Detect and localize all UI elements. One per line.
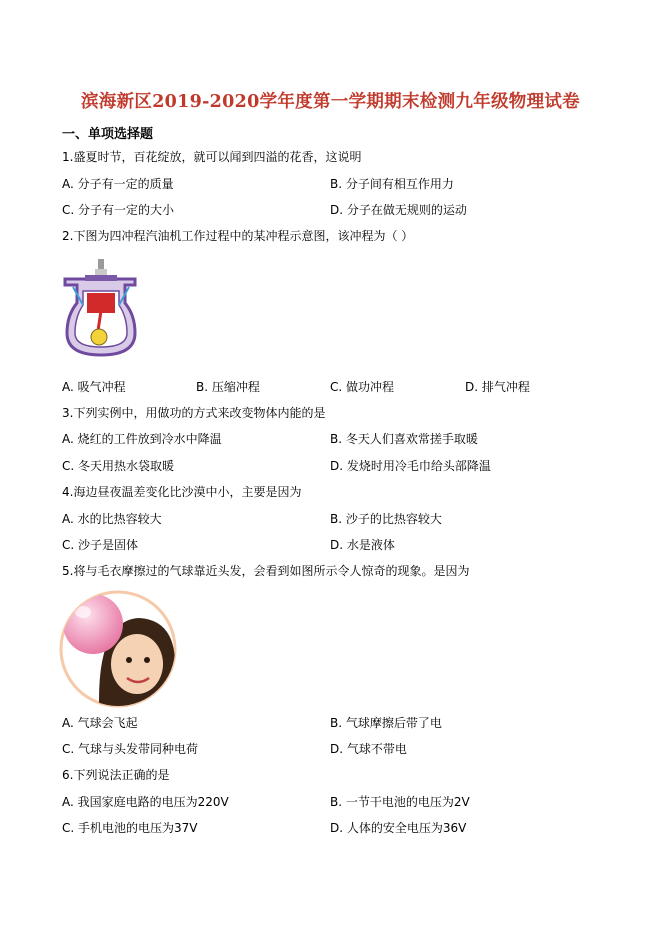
question-option: C. 气球与头发带同种电荷 bbox=[62, 742, 199, 756]
question-option: C. 做功冲程 bbox=[330, 380, 395, 394]
question-stem: 1.盛夏时节，百花绽放，就可以闻到四溢的花香，这说明 bbox=[62, 150, 362, 164]
question-option: D. 发烧时用冷毛巾给头部降温 bbox=[330, 459, 491, 473]
question-option: D. 气球不带电 bbox=[330, 742, 407, 756]
question-option: C. 分子有一定的大小 bbox=[62, 203, 175, 217]
spark-plug bbox=[95, 259, 107, 275]
question-stem: 3.下列实例中，用做功的方式来改变物体内能的是 bbox=[62, 406, 326, 420]
question-option: B. 沙子的比热容较大 bbox=[330, 512, 442, 526]
question-stem: 6.下列说法正确的是 bbox=[62, 768, 170, 782]
question-option: B. 分子间有相互作用力 bbox=[330, 177, 454, 191]
question-option: A. 吸气冲程 bbox=[62, 380, 126, 394]
question-option: B. 冬天人们喜欢常搓手取暖 bbox=[330, 432, 478, 446]
piston bbox=[87, 293, 115, 313]
page-title: 滨海新区2019-2020学年度第一学期期末检测九年级物理试卷 bbox=[81, 92, 580, 112]
engine-diagram-figure bbox=[63, 255, 139, 357]
question-option: D. 水是液体 bbox=[330, 538, 395, 552]
question-option: A. 分子有一定的质量 bbox=[62, 177, 174, 191]
question-option: D. 人体的安全电压为36V bbox=[330, 821, 467, 835]
balloon-girl-figure bbox=[59, 590, 177, 708]
question-stem: 2.下图为四冲程汽油机工作过程中的某冲程示意图，该冲程为（ ） bbox=[62, 229, 414, 243]
question-option: A. 烧红的工件放到冷水中降温 bbox=[62, 432, 222, 446]
question-option: D. 排气冲程 bbox=[465, 380, 530, 394]
balloon bbox=[63, 594, 123, 654]
question-option: C. 沙子是固体 bbox=[62, 538, 139, 552]
question-stem: 4.海边昼夜温差变化比沙漠中小，主要是因为 bbox=[62, 485, 302, 499]
girl-face bbox=[111, 634, 163, 694]
question-option: B. 压缩冲程 bbox=[196, 380, 260, 394]
question-stem: 5.将与毛衣摩擦过的气球靠近头发，会看到如图所示令人惊奇的现象。是因为 bbox=[62, 564, 470, 578]
crankshaft bbox=[91, 329, 107, 345]
question-option: A. 我国家庭电路的电压为220V bbox=[62, 795, 229, 809]
cylinder-head bbox=[85, 275, 117, 281]
question-option: A. 气球会飞起 bbox=[62, 716, 138, 730]
question-option: B. 一节干电池的电压为2V bbox=[330, 795, 470, 809]
question-option: A. 水的比热容较大 bbox=[62, 512, 162, 526]
section-heading: 一、单项选择题 bbox=[62, 127, 154, 142]
question-option: B. 气球摩擦后带了电 bbox=[330, 716, 442, 730]
question-option: C. 冬天用热水袋取暖 bbox=[62, 459, 175, 473]
question-option: C. 手机电池的电压为37V bbox=[62, 821, 198, 835]
question-option: D. 分子在做无规则的运动 bbox=[330, 203, 467, 217]
